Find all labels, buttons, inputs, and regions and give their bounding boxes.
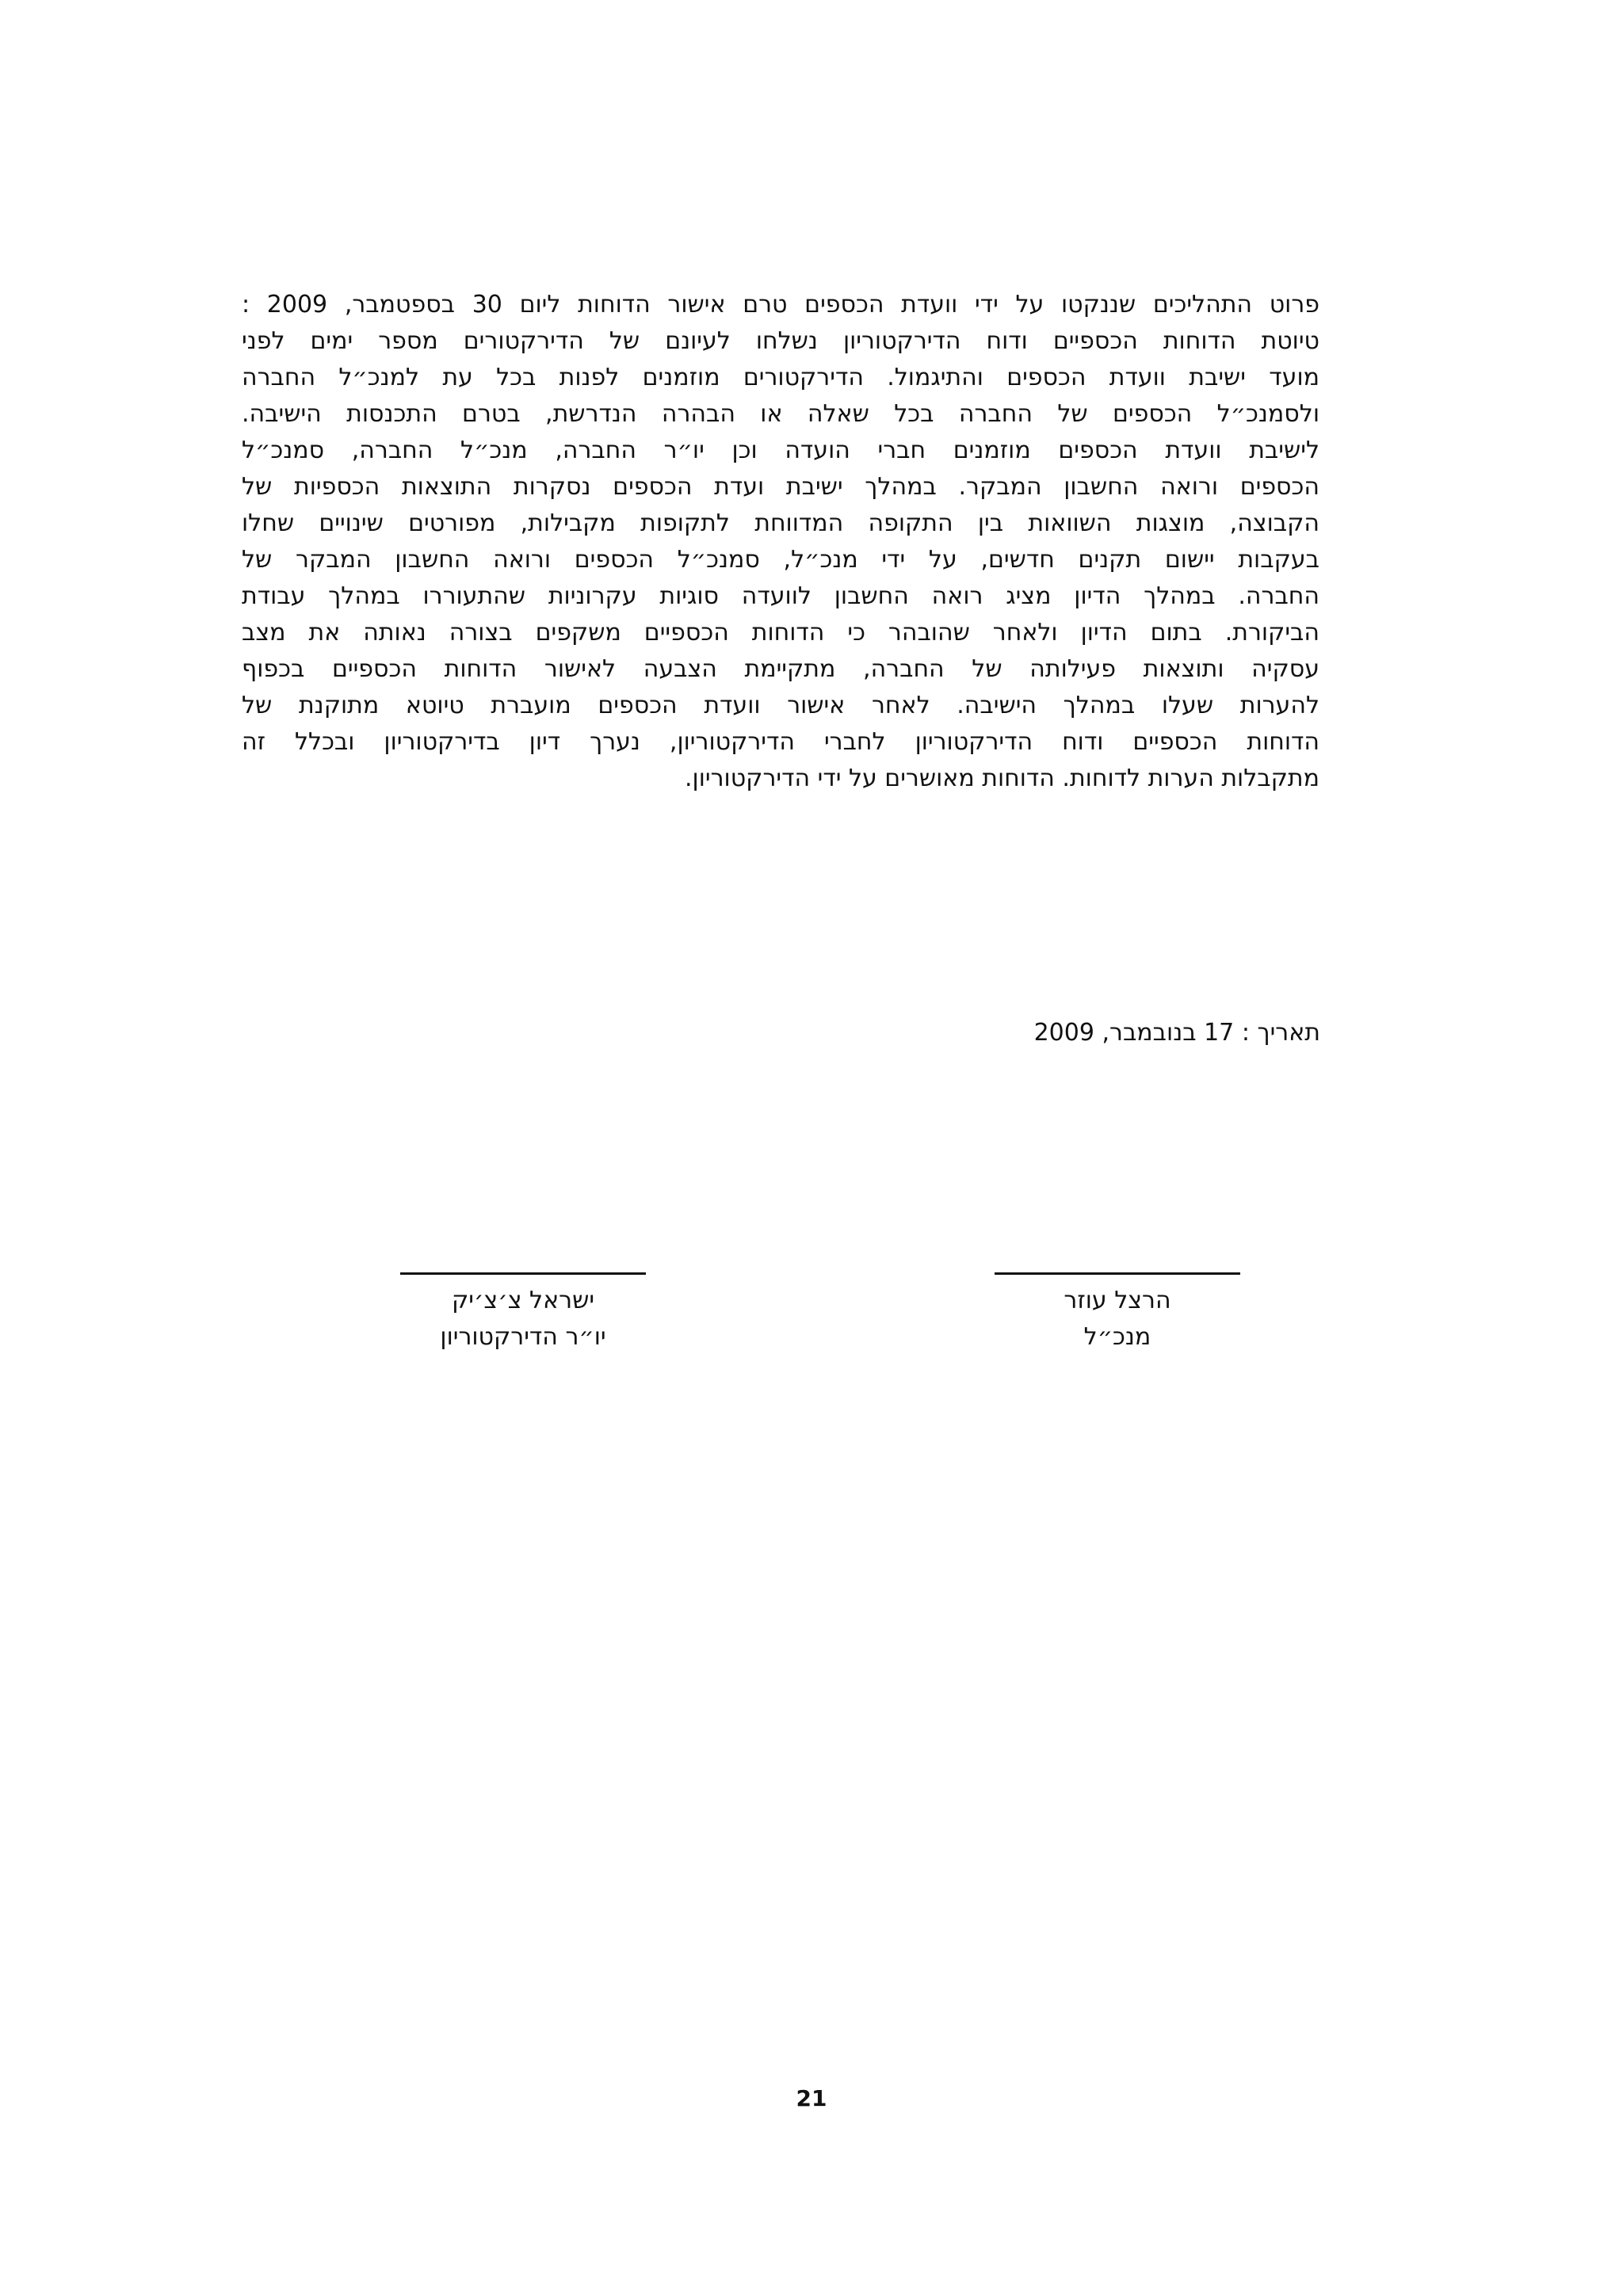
signatory-name: הרצל עוזר <box>1064 1287 1171 1314</box>
paragraph-line: פרוט התהליכים שננקטו על ידי וועדת הכספים טרם אישור הדוחות ליום 30 בספטמבר, 2009 : <box>242 291 1319 318</box>
paragraph-line: בעקבות יישום תקנים חדשים, על ידי מנכ״ל, סמנכ״ל הכספים ורואה החשבון המבקר של <box>242 546 1319 574</box>
paragraph-line: עסקיה ותוצאות פעילותה של החברה, מתקיימת הצבעה לאישור הדוחות הכספיים בכפוף <box>242 655 1319 683</box>
signature-line <box>995 1272 1240 1275</box>
paragraph-line: הדוחות הכספיים ודוח הדירקטוריון לחברי הדירקטוריון, נערך דיון בדירקטוריון ובכלל זה <box>242 728 1319 756</box>
signatory-name: ישראל צ׳צ׳יק <box>451 1287 595 1314</box>
paragraph-line: ולסמנכ״ל הכספים של החברה בכל שאלה או הבהרה הנדרשת, בטרם התכנסות הישיבה. <box>242 400 1319 428</box>
paragraph-line: החברה. במהלך הדיון מציג רואה החשבון לוועדה סוגיות עקרוניות שהתעוררו במהלך עבודת <box>242 582 1319 610</box>
paragraph-line: הכספים ורואה החשבון המבקר. במהלך ישיבת ועדת הכספים נסקרות התוצאות הכספיות של <box>242 473 1319 501</box>
signatory-title: יו״ר הדירקטוריון <box>440 1323 606 1351</box>
paragraph-line: הביקורת. בתום הדיון ולאחר שהובהר כי הדוחות הכספיים משקפים בצורה נאותה את מצב <box>242 619 1319 646</box>
page-number: 21 <box>796 2085 827 2111</box>
paragraph-line: להערות שעלו במהלך הישיבה. לאחר אישור וועדת הכספים מועברת טיוטא מתוקנת של <box>242 692 1319 719</box>
signature-ceo <box>995 1272 1240 1356</box>
paragraph-line: הקבוצה, מוצגות השוואות בין התקופה המדווחת לתקופות מקבילות, מפורטים שינויים שחלו <box>242 509 1319 537</box>
paragraph-line: מתקבלות הערות לדוחות. הדוחות מאושרים על ידי הדירקטוריון. <box>685 765 1319 792</box>
procedures-paragraph <box>242 287 1319 797</box>
signatory-title: מנכ״ל <box>1083 1323 1151 1351</box>
paragraph-line: מועד ישיבת וועדת הכספים והתיגמול. הדירקטורים מוזמנים לפנות בכל עת למנכ״ל החברה <box>242 364 1319 391</box>
signature-chairman <box>400 1272 646 1356</box>
document-date: תאריך : 17 בנובמבר, 2009 <box>1033 1019 1320 1047</box>
paragraph-line: טיוטת הדוחות הכספיים ודוח הדירקטוריון נשלחו לעיונם של הדירקטורים מספר ימים לפני <box>242 327 1319 355</box>
signature-line <box>400 1272 646 1275</box>
paragraph-line: לישיבת וועדת הכספים מוזמנים חברי הועדה וכן יו״ר החברה, מנכ״ל החברה, סמנכ״ל <box>242 437 1319 464</box>
